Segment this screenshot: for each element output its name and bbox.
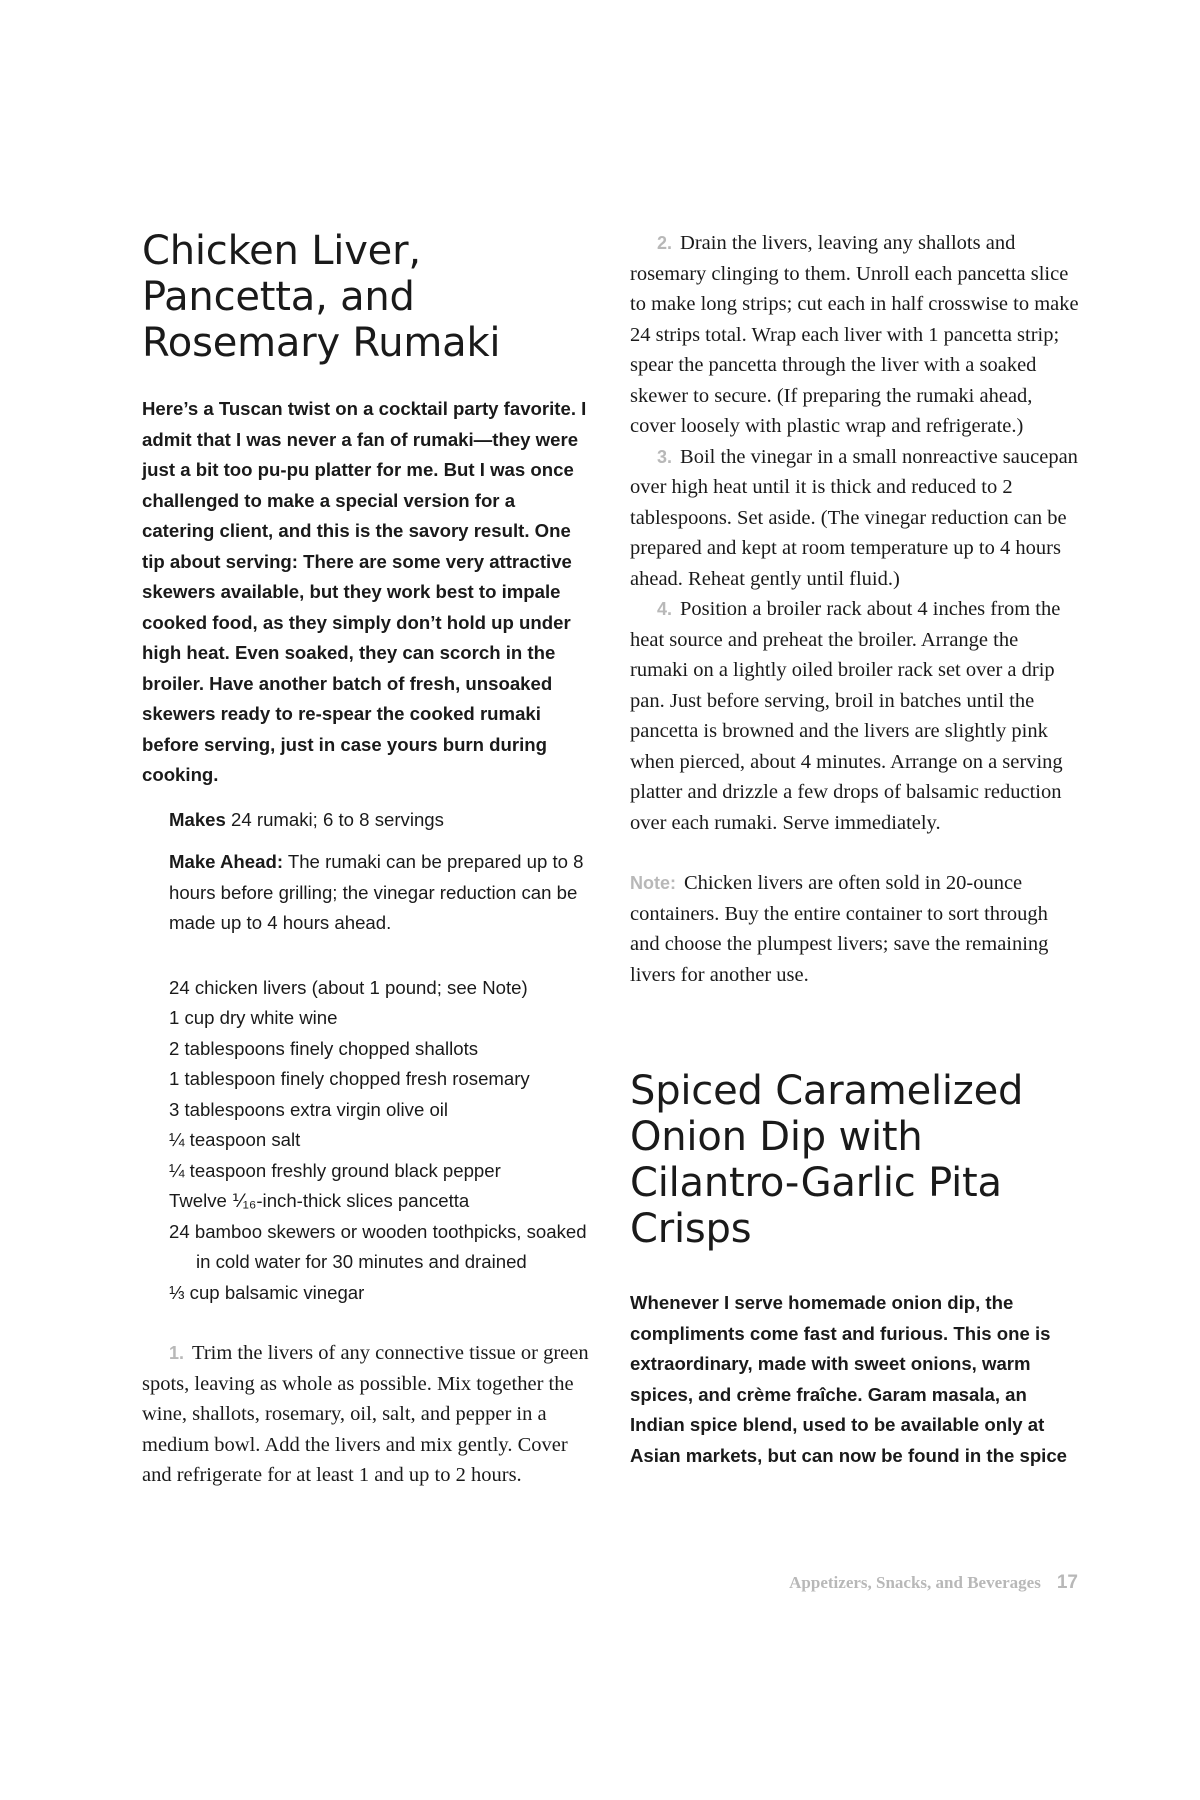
running-footer-section: Appetizers, Snacks, and Beverages <box>789 1573 1041 1592</box>
left-column <box>142 228 592 1491</box>
note-label: Note: <box>630 873 676 893</box>
step-4 <box>630 594 1080 838</box>
make-ahead-line <box>169 847 592 939</box>
step-text: Drain the livers, leaving any shallots and rosemary clinging to them. Unroll each pancetta slice to make long strips; cut each in half crosswise to make 24 strips total. Wrap each liver with 1 pancetta strip; spear the pancetta through the liver with a soaked skewer to secure. (If preparing the rumaki ahead, cover loosely with plastic wrap and refrigerate.) <box>630 232 1079 437</box>
ingredient-item: ⅓ cup balsamic vinegar <box>169 1281 365 1303</box>
recipe-intro: Here’s a Tuscan twist on a cocktail party favorite. I admit that I was never a fan of rumaki—they were just a bit too pu-pu platter for me. But I was once challenged to make a special version for a catering client, and this is the savory result. One tip about serving: There are some very attractive skewers available, but they work best to impale cooked food, as they simply don’t hold up under high heat. Even soaked, they can scorch in the broiler. Have another batch of fresh, unsoaked skewers ready to re-spear the cooked rumaki before serving, just in case yours burn during cooking. <box>142 398 587 785</box>
ingredient-item: 1 cup dry white wine <box>169 1007 338 1028</box>
step-text: Trim the livers of any connective tissue or green spots, leaving as whole as possible. Mix together the wine, shallots, rosemary, oil, salt, and pepper in a medium bowl. Add the livers and mix gently. Cover and refrigerate for at least 1 and up to 2 hours. <box>142 1342 589 1486</box>
step-text: Position a broiler rack about 4 inches from the heat source and preheat the broiler. Arrange the rumaki on a lightly oiled broiler rack set over a drip pan. Just before serving, broil in batches until the pancetta is browned and the livers are slightly pink when pierced, about 4 minutes. Arrange on a serving platter and drizzle a few drops of balsamic reduction over each rumaki. Serve immediately. <box>630 598 1063 834</box>
ingredient-item: 3 tablespoons extra virgin olive oil <box>169 1098 449 1120</box>
ingredient-list <box>142 973 592 1309</box>
make-ahead-label: Make Ahead: <box>169 851 284 872</box>
step-number: 4. <box>657 599 673 619</box>
step-text: Boil the vinegar in a small nonreactive saucepan over high heat until it is thick and reduced to 2 tablespoons. Set aside. (The vinegar reduction can be prepared and kept at room temperature up to 4 hours ahead. Reheat gently until fluid.) <box>630 445 1078 590</box>
recipe-note <box>630 868 1080 990</box>
second-recipe <box>630 1068 1080 1471</box>
page-number: 17 <box>1056 1572 1078 1593</box>
ingredient-item: 2 tablespoons finely chopped shallots <box>169 1037 479 1059</box>
ingredient-item: ¼ teaspoon salt <box>169 1129 301 1150</box>
make-ahead-value: The rumaki can be prepared up to 8 hours before grilling; the vinegar reduction can be made up to 4 hours ahead. <box>169 851 584 933</box>
ingredient-item: Twelve ⅟₁₆-inch-thick slices pancetta <box>169 1190 470 1211</box>
recipe-intro: Whenever I serve homemade onion dip, the compliments come fast and furious. This one is extraordinary, made with sweet onions, warm spices, and crème fraîche. Garam masala, an Indian spice blend, used to be available only at Asian markets, but can now be found in the spice <box>630 1292 1068 1466</box>
note-text: Chicken livers are often sold in 20-ounce containers. Buy the entire container to sort through and choose the plumpest livers; save the remaining livers for another use. <box>630 872 1049 986</box>
step-number: 3. <box>657 446 673 467</box>
yield-label: Makes <box>169 808 226 830</box>
ingredient-item: 24 bamboo skewers or wooden toothpicks, soaked in cold water for 30 minutes and drained <box>169 1220 587 1272</box>
page-footer <box>789 1572 1078 1594</box>
yield-value: 24 rumaki; 6 to 8 servings <box>231 808 444 830</box>
recipe-title: Chicken Liver, Pancetta, and Rosemary Rumaki <box>142 228 501 366</box>
yield-line <box>169 805 592 836</box>
step-number: 1. <box>169 1343 185 1363</box>
step-1 <box>142 1338 592 1491</box>
right-column <box>630 228 1080 1485</box>
step-2 <box>630 228 1080 442</box>
ingredient-item: 1 tablespoon finely chopped fresh rosemary <box>169 1068 530 1089</box>
step-number: 2. <box>657 233 673 253</box>
ingredient-item: ¼ teaspoon freshly ground black pepper <box>169 1159 501 1181</box>
step-3 <box>630 442 1080 595</box>
recipe-title: Spiced Caramelized Onion Dip with Cilantro-Garlic Pita Crisps <box>630 1068 1024 1252</box>
ingredient-item: 24 chicken livers (about 1 pound; see Note) <box>169 976 528 998</box>
